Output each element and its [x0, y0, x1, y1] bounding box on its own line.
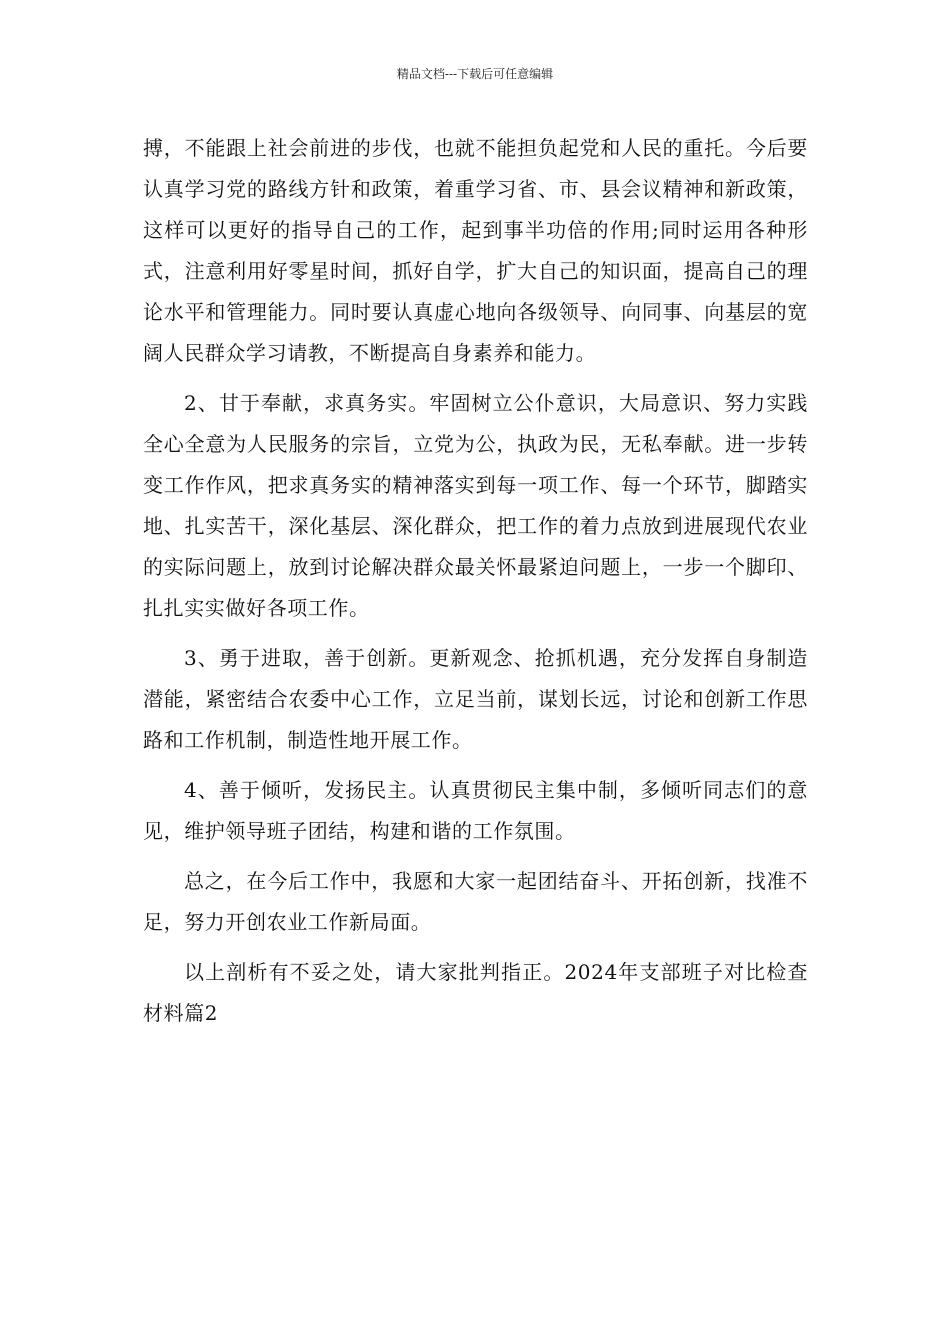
- paragraph-continuation: 搏，不能跟上社会前进的步伐，也就不能担负起党和人民的重托。今后要认真学习党的路线方针和政策，着重学习省、市、县会议精神和新政策，这样可以更好的指导自己的工作，起到事半功倍的作用;同时运用各种形式，注意利用好零星时间，抓好自学，扩大自己的知识面，提高自己的理论水平和管理能力。同时要认真虚心地向各级领导、向同事、向基层的宽阔人民群众学习请教，不断提高自身素养和能力。: [143, 136, 808, 365]
- paragraph-item-3: 3、勇于进取，善于创新。更新观念、抢抓机遇，充分发挥自身制造潜能，紧密结合农委中心工作，立足当前，谋划长远，讨论和创新工作思路和工作机制，制造性地开展工作。: [143, 646, 808, 752]
- paragraph-conclusion: 总之，在今后工作中，我愿和大家一起团结奋斗、开拓创新，找准不足，努力开创农业工作新局面。: [143, 869, 808, 934]
- document-body: [143, 128, 808, 1034]
- paragraph-item-2: 2、甘于奉献，求真务实。牢固树立公仆意识，大局意识、努力实践全心全意为人民服务的宗旨，立党为公，执政为民，无私奉献。进一步转变工作作风，把求真务实的精神落实到每一项工作、每一个环节，脚踏实地、扎实苦干，深化基层、深化群众，把工作的着力点放到进展现代农业的实际问题上，放到讨论解决群众最关怀最紧迫问题上，一步一个脚印、扎扎实实做好各项工作。: [143, 391, 808, 620]
- page-header: 精品文档---下载后可任意编辑: [396, 67, 554, 81]
- paragraph-item-4: 4、善于倾听，发扬民主。认真贯彻民主集中制，多倾听同志们的意见，维护领导班子团结，构建和谐的工作氛围。: [143, 778, 808, 843]
- paragraph-closing: 以上剖析有不妥之处，请大家批判指正。2024年支部班子对比检查材料篇2: [143, 960, 808, 1025]
